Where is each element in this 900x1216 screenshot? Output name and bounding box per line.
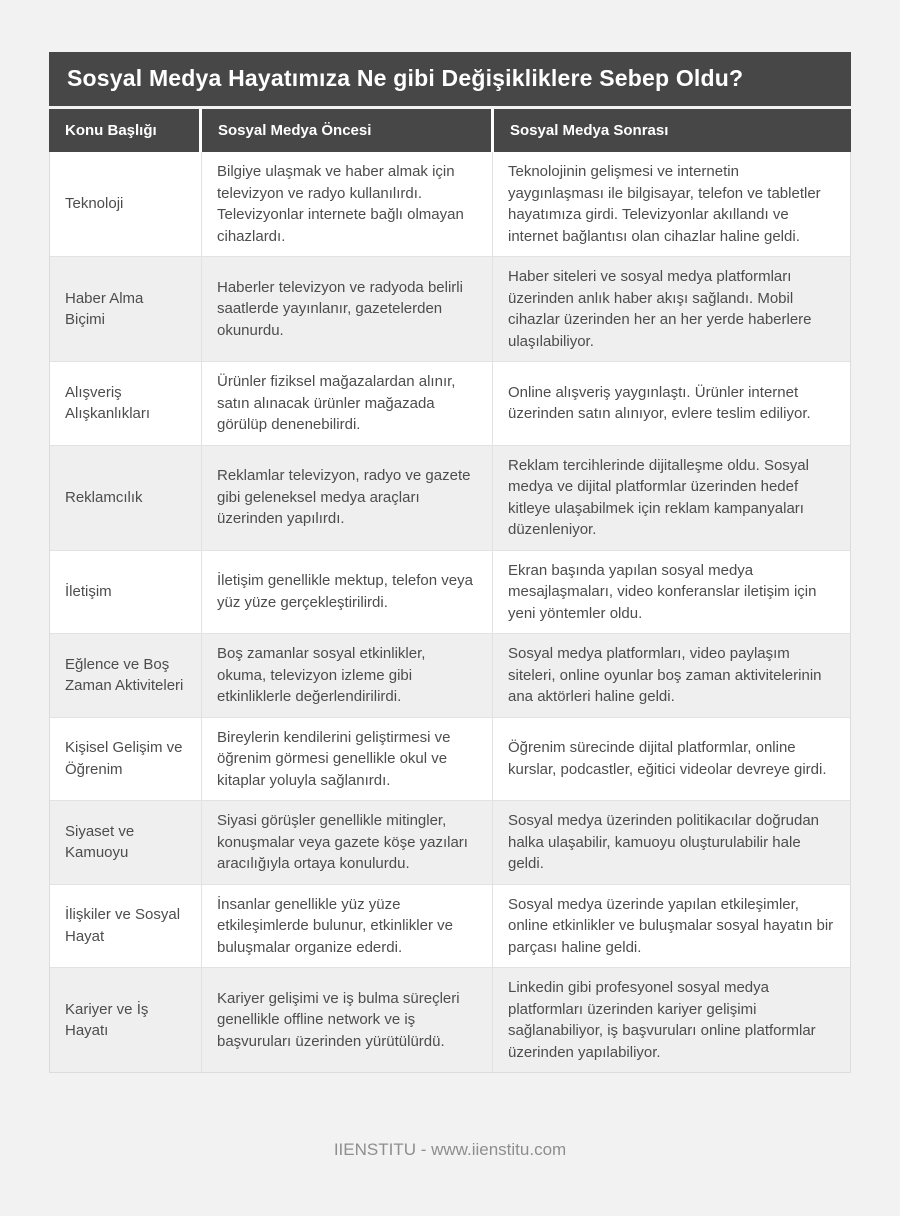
topic-cell: [50, 551, 202, 634]
before-text: Bilgiye ulaşmak ve haber almak için televizyon ve radyo kullanılırdı. Televizyonlar internete bağlı olmayan cihazlardı.: [217, 163, 464, 245]
topic-cell: [50, 885, 202, 968]
after-social-media-cell: [493, 152, 850, 256]
before-social-media-cell: [202, 885, 493, 968]
before-social-media-cell: [202, 362, 493, 445]
before-social-media-cell: [202, 968, 493, 1072]
after-social-media-cell: [493, 362, 850, 445]
before-social-media-cell: [202, 152, 493, 256]
topic-label: Alışveriş Alışkanlıkları: [65, 383, 151, 423]
after-social-media-cell: [493, 968, 850, 1072]
after-text: Online alışveriş yaygınlaştı. Ürünler internet üzerinden satın alınıyor, evlere teslim ediliyor.: [508, 383, 811, 423]
topic-cell: [50, 968, 202, 1072]
topic-label: Teknoloji: [65, 195, 124, 213]
topic-cell: [50, 362, 202, 445]
after-social-media-cell: [493, 801, 850, 884]
after-text: Ekran başında yapılan sosyal medya mesajlaşmaları, video konferanslar iletişim için yeni yöntemler oldu.: [508, 561, 817, 622]
table-header-row: [49, 109, 851, 152]
topic-label: Siyaset ve Kamuoyu: [65, 822, 135, 862]
topic-label: Eğlence ve Boş Zaman Aktiviteleri: [65, 655, 184, 695]
after-text: Teknolojinin gelişmesi ve internetin yaygınlaşması ile bilgisayar, telefon ve tabletler hayatımıza girdi. Televizyonlar akıllandı ve internet bağlantısı olan cihazlar haline geldi.: [508, 163, 821, 245]
after-text: Öğrenim sürecinde dijital platformlar, online kurslar, podcastler, eğitici videolar devreye girdi.: [508, 739, 827, 778]
after-social-media-cell: [493, 634, 850, 717]
after-social-media-cell: [493, 885, 850, 968]
topic-cell: [50, 634, 202, 717]
before-text: Boş zamanlar sosyal etkinlikler, okuma, televizyon izleme gibi etkinliklerle değerlendirilirdi.: [217, 645, 426, 705]
table-row: [50, 718, 850, 802]
footer-credit: IIENSTITU - www.iienstitu.com: [333, 1140, 567, 1159]
table-row: [50, 362, 850, 446]
after-text: Haber siteleri ve sosyal medya platformları üzerinden anlık haber akışı sağlandı. Mobil cihazlar üzerinden her an her yerde haberlere ulaşılabiliyor.: [508, 268, 812, 350]
column-header-before-social-media: Sosyal Medya Öncesi: [202, 109, 494, 152]
after-social-media-cell: [493, 551, 850, 634]
table-row: [50, 551, 850, 635]
page-title: Sosyal Medya Hayatımıza Ne gibi Değişikliklere Sebep Oldu?: [49, 52, 851, 106]
before-text: Bireylerin kendilerini geliştirmesi ve öğrenim görmesi genellikle okul ve kitaplar yoluyla sağlanırdı.: [217, 728, 451, 789]
before-social-media-cell: [202, 801, 493, 884]
table-row: [50, 885, 850, 969]
before-social-media-cell: [202, 718, 493, 801]
column-header-topic: Konu Başlığı: [49, 109, 202, 152]
table-row: [50, 801, 850, 885]
comparison-table-card: [49, 52, 851, 1073]
after-text: Reklam tercihlerinde dijitalleşme oldu. Sosyal medya ve dijital platformlar üzerinden hedef kitleye ulaşabilmek için reklam kampanyaları düzenleniyor.: [508, 456, 809, 538]
before-text: İletişim genellikle mektup, telefon veya yüz yüze gerçekleştirilirdi.: [217, 572, 473, 611]
table-row: [50, 152, 850, 257]
table-row: [50, 968, 850, 1072]
before-social-media-cell: [202, 257, 493, 361]
topic-label: İlişkiler ve Sosyal Hayat: [65, 906, 181, 945]
after-social-media-cell: [493, 718, 850, 801]
table-row: [50, 257, 850, 362]
before-social-media-cell: [202, 551, 493, 634]
after-text: Sosyal medya platformları, video paylaşım siteleri, online oyunlar boş zaman aktivitelerinin ana aktörleri haline geldi.: [508, 645, 822, 705]
before-text: Reklamlar televizyon, radyo ve gazete gibi geleneksel medya araçları üzerinden yapılırdı.: [217, 467, 471, 528]
before-text: Siyasi görüşler genellikle mitingler, konuşmalar veya gazete köşe yazıları aracılığıyla ortaya konulurdu.: [217, 812, 468, 872]
topic-label: İletişim: [65, 583, 112, 600]
topic-cell: [50, 801, 202, 884]
column-header-after-social-media: Sosyal Medya Sonrası: [494, 109, 851, 152]
topic-label: Haber Alma Biçimi: [65, 289, 144, 328]
table-body: [49, 152, 851, 1073]
after-social-media-cell: [493, 257, 850, 361]
topic-cell: [50, 152, 202, 256]
topic-cell: [50, 446, 202, 550]
topic-cell: [50, 718, 202, 801]
before-social-media-cell: [202, 634, 493, 717]
before-text: Ürünler fiziksel mağazalardan alınır, satın alınacak ürünler mağazada görülüp denenebilirdi.: [217, 373, 456, 433]
topic-label: Kişisel Gelişim ve Öğrenim: [65, 739, 183, 778]
topic-label: Kariyer ve İş Hayatı: [65, 1000, 149, 1039]
after-text: Sosyal medya üzerinde yapılan etkileşimler, online etkinlikler ve buluşmalar sosyal hayatın bir parçası haline geldi.: [508, 895, 834, 956]
before-text: Haberler televizyon ve radyoda belirli saatlerde yayınlanır, gazetelerden okunurdu.: [217, 278, 463, 339]
topic-cell: [50, 257, 202, 361]
after-text: Sosyal medya üzerinden politikacılar doğrudan halka ulaşabilir, kamuoyu oluşturulabilir hale geldi.: [508, 812, 820, 872]
before-text: Kariyer gelişimi ve iş bulma süreçleri genellikle offline network ve iş başvuruları üzerinden yürütülürdü.: [217, 989, 460, 1050]
table-row: [50, 446, 850, 551]
table-row: [50, 634, 850, 718]
before-social-media-cell: [202, 446, 493, 550]
after-text: Linkedin gibi profesyonel sosyal medya platformları üzerinden kariyer gelişimi sağlanabiliyor, iş başvuruları online platformlar üzerinden yapılabiliyor.: [508, 979, 816, 1061]
after-social-media-cell: [493, 446, 850, 550]
topic-label: Reklamcılık: [65, 488, 143, 506]
before-text: İnsanlar genellikle yüz yüze etkileşimlerde bulunur, etkinlikler ve buluşmalar organize ederdi.: [217, 895, 453, 956]
